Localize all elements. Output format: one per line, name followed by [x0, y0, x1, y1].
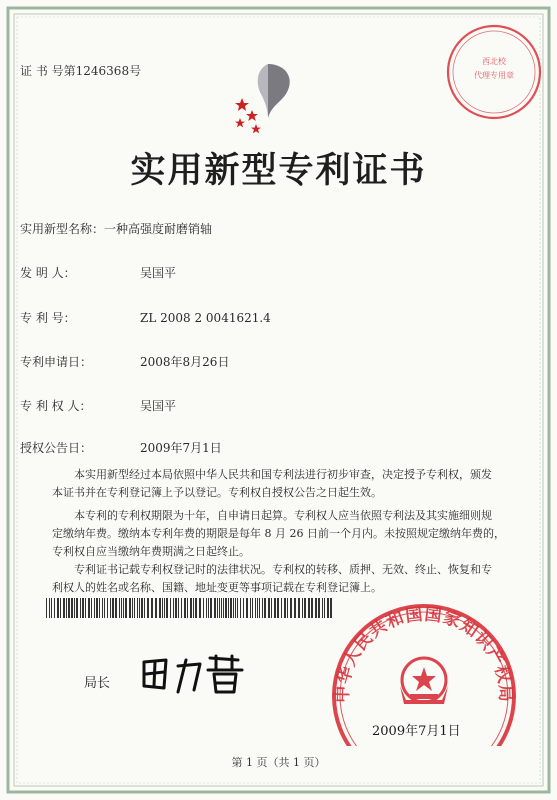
barcode-bar — [277, 598, 279, 618]
barcode-bar — [159, 598, 161, 618]
field-patent-number — [20, 311, 271, 325]
barcode-bar — [208, 598, 209, 618]
paragraph-line: 专利证书记载专利权登记时的法律状况。专利权的转移、质押、无效、终止、恢复和专 — [74, 563, 492, 576]
certificate-number: 证 书 号第1246368号 — [20, 64, 142, 78]
barcode-bar — [271, 598, 272, 618]
barcode-bar — [235, 598, 236, 618]
barcode-bar — [63, 598, 65, 618]
paragraph-legal-status — [52, 561, 522, 597]
paragraph-line: 专利权自应当缴纳年费期满之日起终止。 — [52, 545, 250, 558]
barcode-bar — [298, 598, 300, 618]
barcode-bar — [187, 598, 188, 618]
barcode-bar — [51, 598, 52, 618]
barcode-bar — [322, 598, 323, 618]
field-value: 吴国平 — [140, 399, 177, 413]
barcode-bar — [257, 598, 258, 618]
field-application-date — [20, 355, 229, 369]
barcode-bar — [76, 598, 78, 618]
barcode-bar — [112, 598, 114, 618]
barcode-bar — [147, 598, 149, 618]
barcode-bar — [164, 598, 165, 618]
barcode — [46, 598, 334, 618]
barcode-bar — [217, 598, 218, 618]
barcode-bar — [219, 598, 220, 618]
barcode-bar — [107, 598, 108, 618]
field-label: 专 利 权 人： — [20, 399, 92, 413]
field-utility-model-name — [20, 222, 212, 236]
barcode-bar — [290, 598, 292, 618]
page-footer: 第 1 页（共 1 页） — [231, 756, 326, 769]
barcode-bar — [57, 598, 59, 618]
barcode-bar — [175, 598, 177, 618]
barcode-bar — [88, 598, 90, 618]
paragraph-line: 本实用新型经过本局依照中华人民共和国专利法进行初步审查，决定授予专利权，颁发 — [74, 468, 492, 481]
barcode-bar — [94, 598, 95, 618]
barcode-bar — [104, 598, 105, 618]
barcode-bar — [255, 598, 256, 618]
patent-office-emblem-icon — [228, 58, 308, 138]
barcode-bar — [206, 598, 207, 618]
barcode-bar — [318, 598, 320, 618]
svg-text:西北校: 西北校 — [482, 57, 506, 66]
barcode-bar — [119, 598, 120, 618]
barcode-bar — [71, 598, 73, 618]
barcode-bar — [302, 598, 303, 618]
barcode-bar — [144, 598, 145, 618]
paragraph-line: 本证书并在专利登记簿上予以登记。专利权自授权公告之日起生效。 — [52, 486, 382, 499]
barcode-bar — [102, 598, 103, 618]
barcode-bar — [123, 598, 124, 618]
barcode-bar — [304, 598, 306, 618]
barcode-bar — [137, 598, 138, 618]
barcode-bar — [274, 598, 276, 618]
barcode-bar — [82, 598, 84, 618]
barcode-bar — [225, 598, 227, 618]
barcode-bar — [85, 598, 86, 618]
barcode-bar — [308, 598, 310, 618]
barcode-bar — [223, 598, 224, 618]
barcode-bar — [268, 598, 270, 618]
barcode-bar — [99, 598, 100, 618]
barcode-bar — [203, 598, 204, 618]
certificate-title: 实用新型专利证书 — [130, 150, 427, 191]
field-value: 一种高强度耐磨销轴 — [104, 222, 213, 236]
barcode-bar — [315, 598, 317, 618]
barcode-bar — [311, 598, 313, 618]
barcode-bar — [178, 598, 179, 618]
field-value: ZL 2008 2 0041621.4 — [140, 311, 271, 325]
barcode-bar — [46, 598, 47, 618]
barcode-bar — [210, 598, 212, 618]
barcode-bar — [281, 598, 282, 618]
paragraph-line: 定缴纳年费。缴纳本专利年费的期限是每年 8 月 26 日前一个月内。未按照规定缴纳年费的， — [52, 527, 505, 540]
barcode-bar — [68, 598, 70, 618]
barcode-bar — [170, 598, 171, 618]
field-value: 2009年7月1日 — [140, 441, 222, 455]
barcode-bar — [246, 598, 248, 618]
barcode-bar — [184, 598, 186, 618]
barcode-bar — [237, 598, 238, 618]
barcode-bar — [166, 598, 168, 618]
barcode-bar — [233, 598, 234, 618]
field-patentee — [20, 399, 176, 413]
barcode-bar — [115, 598, 117, 618]
barcode-bar — [173, 598, 174, 618]
paragraph-grant-statement — [52, 466, 522, 502]
barcode-bar — [190, 598, 192, 618]
barcode-bar — [214, 598, 216, 618]
barcode-bar — [134, 598, 135, 618]
svg-text:中华人民共和国国家知识产权局 — [332, 605, 515, 703]
barcode-bar — [139, 598, 140, 618]
field-label: 专利申请日： — [20, 355, 93, 369]
barcode-bar — [262, 598, 263, 618]
barcode-bar — [80, 598, 81, 618]
barcode-bar — [230, 598, 232, 618]
barcode-bar — [121, 598, 122, 618]
barcode-bar — [141, 598, 143, 618]
barcode-bar — [264, 598, 266, 618]
field-label: 专 利 号： — [20, 311, 76, 325]
paragraph-term-and-fees — [52, 507, 522, 561]
svg-text:代理专用章: 代理专用章 — [474, 71, 514, 80]
field-label: 授权公告日： — [20, 441, 93, 455]
field-value: 吴国平 — [140, 266, 177, 280]
barcode-bar — [74, 598, 75, 618]
field-label: 发 明 人： — [20, 266, 76, 280]
barcode-bar — [221, 598, 222, 618]
agency-seal — [442, 20, 546, 124]
barcode-bar — [49, 598, 50, 618]
barcode-bar — [181, 598, 182, 618]
barcode-bar — [252, 598, 253, 618]
barcode-bar — [60, 598, 61, 618]
barcode-bar — [96, 598, 98, 618]
barcode-bar — [125, 598, 127, 618]
director-signature — [138, 652, 248, 696]
barcode-bar — [287, 598, 288, 618]
barcode-bar — [66, 598, 67, 618]
field-inventor — [20, 266, 176, 280]
director-label: 局长 — [84, 676, 111, 691]
barcode-bar — [193, 598, 194, 618]
barcode-bar — [250, 598, 251, 618]
barcode-bar — [199, 598, 201, 618]
barcode-bar — [151, 598, 153, 618]
barcode-bar — [129, 598, 131, 618]
barcode-bar — [243, 598, 244, 618]
paragraph-line: 利权人的姓名或名称、国籍、地址变更等事项记载在专利登记簿上。 — [52, 581, 382, 594]
barcode-bar — [240, 598, 241, 618]
paragraph-line: 本专利的专利权期限为十年，自申请日起算。专利权人应当依照专利法及其实施细则规 — [74, 509, 492, 522]
grant-date: 2009年7月1日 — [372, 724, 461, 739]
barcode-bar — [155, 598, 157, 618]
barcode-bar — [324, 598, 325, 618]
barcode-bar — [132, 598, 133, 618]
barcode-bar — [259, 598, 260, 618]
barcode-bar — [110, 598, 111, 618]
barcode-bar — [162, 598, 163, 618]
barcode-bar — [91, 598, 92, 618]
seal-ring-text: 中华人民共和国国家知识产权局 — [332, 604, 516, 704]
barcode-bar — [294, 598, 296, 618]
field-label: 实用新型名称： — [20, 222, 105, 236]
barcode-bar — [195, 598, 197, 618]
barcode-bar — [228, 598, 229, 618]
field-value: 2008年8月26日 — [140, 355, 230, 369]
barcode-bar — [284, 598, 286, 618]
field-grant-announcement-date — [20, 441, 222, 455]
barcode-bar — [54, 598, 55, 618]
